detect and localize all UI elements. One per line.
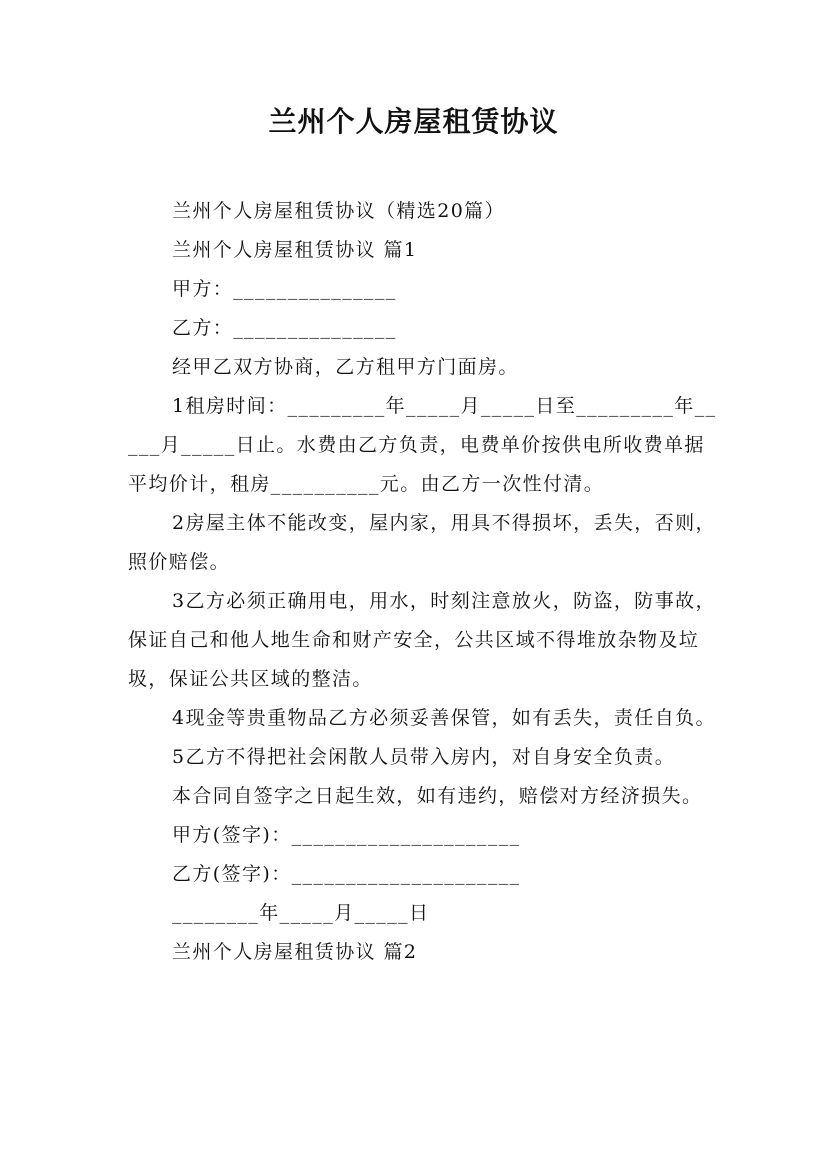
- paragraph-clause-3: 3乙方必须正确用电，用水，时刻注意放火，防盗，防事故，保证自己和他人地生命和财产安全，公共区域不得堆放杂物及垃圾，保证公共区域的整洁。: [128, 590, 716, 690]
- paragraph-agreement-intro: 经甲乙双方协商，乙方租甲方门面房。: [172, 356, 519, 378]
- document-title: 兰州个人房屋租赁协议: [268, 105, 559, 138]
- document-body: [128, 192, 718, 972]
- paragraph-party-a: 甲方：_______________: [172, 278, 397, 300]
- paragraph-date: ________年_____月_____日: [172, 902, 430, 924]
- paragraph-effective: 本合同自签字之日起生效，如有违约，赔偿对方经济损失。: [172, 785, 703, 807]
- paragraph-clause-2: 2房屋主体不能改变，屋内家，用具不得损坏，丢失，否则，照价赔偿。: [128, 512, 716, 573]
- paragraph-subtitle: 兰州个人房屋租赁协议（精选20篇）: [172, 200, 505, 222]
- paragraph-party-b: 乙方：_______________: [172, 317, 397, 339]
- paragraph-clause-4: 4现金等贵重物品乙方必须妥善保管，如有丢失，责任自负。: [172, 707, 716, 729]
- paragraph-signature-a: 甲方(签字)：_____________________: [172, 824, 521, 846]
- paragraph-clause-5: 5乙方不得把社会闲散人员带入房内，对自身安全负责。: [172, 746, 676, 768]
- paragraph-clause-1: 1租房时间：_________年_____月_____日至_________年_____月_____日止。水费由乙方负责，电费单价按供电所收费单据平均价计，租房__________元。由乙方一次性付清。: [128, 395, 717, 495]
- paragraph-signature-b: 乙方(签字)：_____________________: [172, 863, 521, 885]
- paragraph-section-heading-2: 兰州个人房屋租赁协议 篇2: [172, 941, 418, 963]
- paragraph-section-heading-1: 兰州个人房屋租赁协议 篇1: [172, 239, 418, 261]
